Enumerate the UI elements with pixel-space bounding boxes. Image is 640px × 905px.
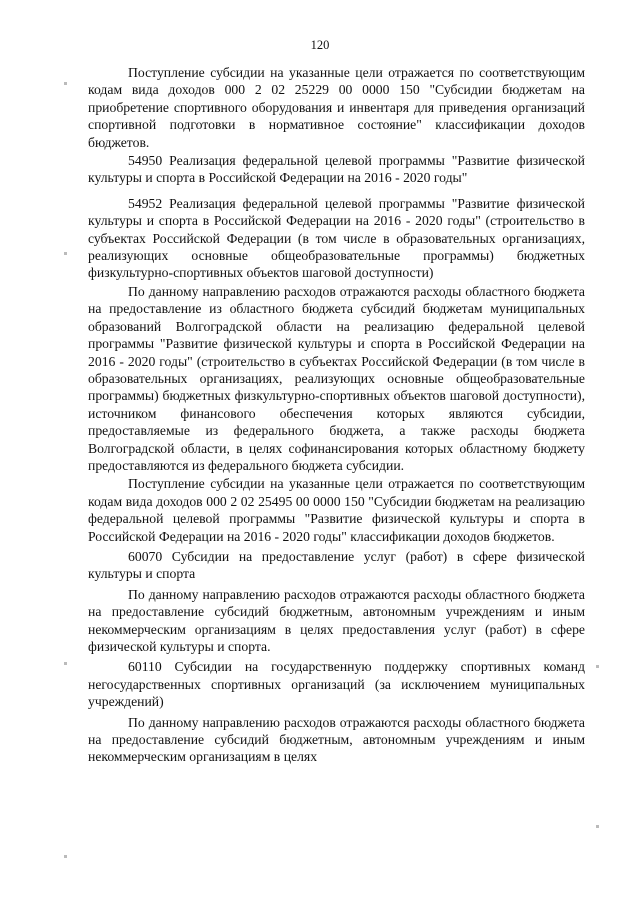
- paragraph-code-54950: 54950 Реализация федеральной целевой программы "Развитие физической культуры и спорта в Российской Федерации на 2016 - 2020 годы": [88, 153, 585, 186]
- paragraph-expense-direction-60110: По данному направлению расходов отражаются расходы областного бюджета на предоставление субсидий бюджетным, автономным учреждениям и иным некоммерческим организациям в целях: [88, 714, 585, 765]
- paragraph-expense-direction-54952: По данному направлению расходов отражаются расходы областного бюджета на предоставление из областного бюджета субсидий бюджетам муниципальных образований Волгоградской области на реализацию федеральной целевой программы "Развитие физической культуры и спорта в Российской Федерации на 2016 - 2020 годы" (строительство в субъектах Российской Федерации (в том числе в образовательных организациях, реализующих основные общеобразовательные программы) бюджетных физкультурно-спортивных объектов шаговой доступности), источником финансового обеспечения которых являются субсидии, предоставляемые из федерального бюджета, а также расходы бюджета Волгоградской области, в целях софинансирования которых областному бюджету предоставляются из федерального бюджета субсидии.: [88, 283, 585, 473]
- paragraph-expense-direction-60070: По данному направлению расходов отражаются расходы областного бюджета на предоставление субсидий бюджетным, автономным учреждениям и иным некоммерческим организациям в целях предоставления услуг (работ) в сфере физической культуры и спорта.: [88, 586, 585, 654]
- scan-mark: [596, 665, 599, 668]
- page-number: 120: [310, 38, 330, 52]
- scan-mark: [64, 855, 67, 858]
- paragraph-code-60110: 60110 Субсидии на государственную поддержку спортивных команд негосударственных спортивных организаций (за исключением муниципальных учреждений): [88, 659, 585, 710]
- paragraph-code-54952: 54952 Реализация федеральной целевой программы "Развитие физической культуры и спорта в Российской Федерации на 2016 - 2020 годы" (строительство в субъектах Российской Федерации (в том числе в образовательных организациях, реализующих основные общеобразовательные программы) бюджетных физкультурно-спортивных объектов шаговой доступности): [88, 195, 585, 281]
- paragraph-subsidy-income-25229: Поступление субсидии на указанные цели отражается по соответствующим кодам вида доходов 000 2 02 25229 00 0000 150 "Субсидии бюджетам на приобретение спортивного оборудования и инвентаря для приведения организаций спортивной подготовки в нормативное состояние" классификации доходов бюджетов.: [88, 65, 585, 150]
- paragraph-code-60070: 60070 Субсидии на предоставление услуг (работ) в сфере физической культуры и спорта: [88, 548, 585, 582]
- scan-mark: [596, 825, 599, 828]
- document-body: [88, 64, 585, 766]
- scan-mark: [64, 662, 67, 665]
- scan-mark: [64, 252, 67, 255]
- paragraph-subsidy-income-25495: Поступление субсидии на указанные цели отражается по соответствующим кодам вида доходов 000 2 02 25495 00 0000 150 "Субсидии бюджетам на реализацию федеральной целевой программы "Развитие физической культуры и спорта в Российской Федерации на 2016 - 2020 годы" классификации доходов бюджетов.: [88, 476, 585, 544]
- scan-mark: [64, 82, 67, 85]
